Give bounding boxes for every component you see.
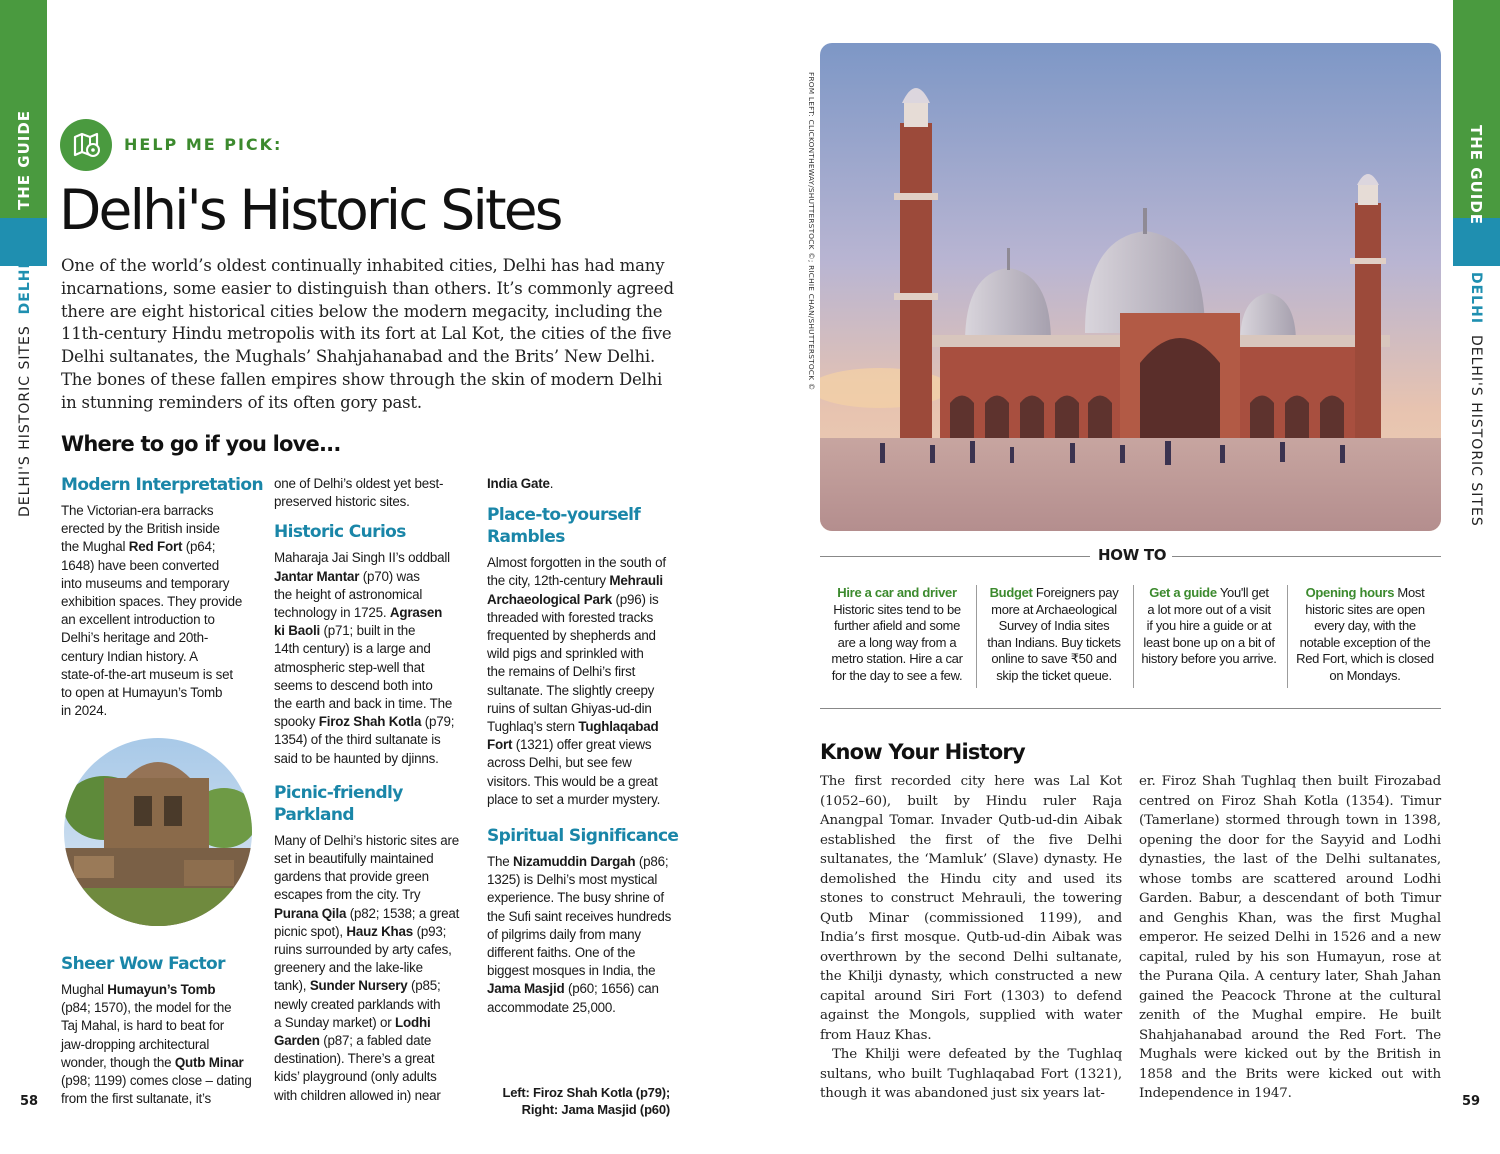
text-line <box>274 1014 479 1032</box>
howto-lead-rest: Foreigners pay <box>1032 585 1119 600</box>
sheer-body <box>61 981 266 1108</box>
text-run: seems to descend both into <box>274 677 433 693</box>
text-run: (p60; 1656) can <box>564 981 659 997</box>
text-line <box>274 1050 479 1068</box>
text-line <box>487 754 692 772</box>
howto-line: are a long way from a <box>837 634 957 650</box>
text-run: erected by the British inside <box>61 521 220 537</box>
howto-line: for the day to see a few. <box>831 667 963 683</box>
howto-tip <box>823 585 971 685</box>
bold-place-name: Purana Qila <box>274 905 347 921</box>
text-run: 14th century) is a large and <box>274 641 431 657</box>
text-line <box>487 627 692 645</box>
bold-place-name: Hauz Khas <box>346 923 414 939</box>
howto-line: Red Fort, which is closed <box>1296 651 1434 667</box>
text-run: the city, 12th-century <box>487 573 610 589</box>
howto-line: historic sites are open <box>1305 601 1425 617</box>
left-side-tab-blue <box>0 218 47 266</box>
text-line <box>61 593 266 611</box>
photo-credit: FROM LEFT: CLICKONTHEWAY/SHUTTERSTOCK ©; RICHIE CHAN/SHUTTERSTOCK © <box>807 72 816 391</box>
text-run: different faiths. One of the <box>487 945 636 961</box>
history-column-2 <box>1139 772 1441 1104</box>
place-heading-line: Rambles <box>487 527 565 548</box>
text-line <box>274 695 479 713</box>
text-run: Almost forgotten in the south of <box>487 555 666 571</box>
text-line <box>61 557 266 575</box>
category-spiritual-significance: Spiritual Significance <box>487 826 679 847</box>
jama-masjid-photo <box>820 43 1441 531</box>
text-run: century Indian history. A <box>61 648 198 664</box>
caption-line: Left: Firoz Shah Kotla (p79); <box>502 1085 670 1100</box>
text-run: wild pigs and sprinkled with <box>487 646 644 662</box>
text-line <box>274 850 479 868</box>
text-line <box>274 868 479 886</box>
picnic-body <box>274 832 479 1105</box>
text-run: one of Delhi’s oldest yet best- <box>274 476 444 491</box>
intro-line: incarnations, some easier to distinguish than others. It’s commonly agreed <box>61 278 674 298</box>
text-run: (p64; <box>182 539 216 555</box>
text-line <box>61 999 266 1017</box>
category-historic-curios: Historic Curios <box>274 522 406 543</box>
howto-line: if you hire a guide or at <box>1146 618 1272 634</box>
howto-rule-right <box>1172 556 1441 557</box>
text-run: into museums and temporary <box>61 575 230 591</box>
text-line <box>274 493 479 511</box>
bold-place-name: Sunder Nursery <box>309 978 408 994</box>
text-run: The Victorian-era barracks <box>61 503 214 518</box>
intro-line: One of the world’s oldest continually inhabited cities, Delhi has had many <box>61 256 665 275</box>
bold-place-name: Garden <box>274 1033 320 1049</box>
text-run: (p87; a fabled date <box>319 1033 432 1049</box>
howto-line: notable exception of the <box>1299 634 1431 650</box>
category-picnic-parkland <box>274 782 479 826</box>
howto-lead-rest: Most <box>1394 585 1425 600</box>
text-line <box>487 591 692 609</box>
right-tab-label: THE GUIDE <box>1467 125 1485 226</box>
text-run: Maharaja Jai Singh II’s oddball <box>274 550 450 566</box>
place-heading-line: Place-to-yourself <box>487 505 641 526</box>
text-run: 1354) of the third sultanate is <box>274 732 441 748</box>
text-run: state-of-the-art museum is set <box>61 666 233 682</box>
text-line <box>487 572 692 590</box>
howto-line: every day, with the <box>1314 618 1416 634</box>
history-paragraph: er. Firoz Shah Tughlaq then built Firozabad centred on Firoz Shah Kotla (1354). Timur (Tamerlane) stormed through town in 1398, opening the door for the Sayyid and Lodhi dynasties, the last of the Delhi sultanates, whose tombs are scattered around Lodhi Garden. Babur, a descendant of both Timur and Genghis Khan, was the first Mughal emperor. He seized Delhi in 1526 and a new capital, ruled by his son Humayun, rose at the Purana Qila. A century later, Shah Jahan gained the Peacock Throne at the cultural zenith of the Mughal empire. He built Shahjahanabad around the Red Fort. The Mughals were kicked out by the British in 1858 and the Brits were kicked out with Independence in 1947. <box>1139 774 1441 1101</box>
text-line <box>274 549 479 567</box>
running-city: DELHI <box>17 262 33 315</box>
text-run: wonder, though the <box>61 1054 175 1070</box>
text-run: a Sunday market) or <box>274 1014 396 1030</box>
howto-line: more at Archaeological <box>991 601 1117 617</box>
bold-place-name: Lodhi <box>395 1014 431 1030</box>
text-run: (p98; 1199) comes close – dating <box>61 1073 252 1089</box>
text-run: The <box>487 854 513 870</box>
place-body <box>487 554 692 809</box>
picnic-continued <box>487 475 692 493</box>
bold-place-name: Mehrauli <box>609 573 663 589</box>
howto-line: least bone up on a bit of <box>1143 634 1275 650</box>
page-number-right: 59 <box>1462 1094 1481 1109</box>
howto-line: history before you arrive. <box>1141 651 1277 667</box>
text-line <box>274 731 479 749</box>
text-line <box>274 586 479 604</box>
text-run: jaw-dropping architectural <box>61 1036 210 1052</box>
kicker-label: HELP ME PICK: <box>124 135 283 154</box>
bold-place-name: Jantar Mantar <box>274 568 360 584</box>
howto-divider <box>1133 585 1134 688</box>
text-line <box>61 684 266 702</box>
column-2 <box>274 475 479 1105</box>
text-line <box>487 980 692 998</box>
howto-line: further afield and some <box>833 618 961 634</box>
bold-place-name: India Gate <box>487 476 550 491</box>
howto-line: skip the ticket queue. <box>996 667 1112 683</box>
history-paragraph: The Khilji were defeated by the Tughlaq sultans, who built Tughlaqabad Fort (1321), though it was abandoned just six years lat- <box>820 1047 1122 1101</box>
left-tab-label: THE GUIDE <box>15 109 33 210</box>
howto-line: metro station. Hire a car <box>831 651 963 667</box>
column-1 <box>61 474 266 720</box>
text-line <box>487 889 692 907</box>
text-run: greenery and the lake-like <box>274 960 423 976</box>
text-run: atmospheric step-well that <box>274 659 425 675</box>
text-run: sultanate. The slightly creepy <box>487 682 655 698</box>
spiritual-body <box>487 853 692 1017</box>
text-line <box>487 554 692 572</box>
howto-tip <box>980 585 1128 685</box>
bold-place-name: Firoz Shah Kotla <box>318 714 422 730</box>
text-line <box>61 611 266 629</box>
howto-lead: Hire a car and driver <box>837 585 957 600</box>
text-line <box>487 962 692 980</box>
text-line <box>274 1087 479 1105</box>
text-line <box>61 648 266 666</box>
firoz-shah-kotla-photo <box>64 738 252 926</box>
howto-lead: Budget <box>989 585 1033 600</box>
text-run: visitors. This would be a great <box>487 773 658 789</box>
map-pin-badge-icon <box>60 119 112 171</box>
text-run: in 2024. <box>61 703 108 719</box>
text-line <box>487 791 692 809</box>
picnic-heading-line: Parkland <box>274 804 354 825</box>
text-line <box>61 520 266 538</box>
text-run: set in beautifully maintained <box>274 851 434 867</box>
howto-line: online to save ₹50 and <box>991 651 1117 667</box>
right-side-tab-blue <box>1453 218 1500 266</box>
bold-place-name: Jama Masjid <box>487 981 565 997</box>
howto-bottom-rule <box>820 708 1441 709</box>
text-run: Many of Delhi’s historic sites are <box>274 832 459 848</box>
page-title: Delhi's Historic Sites <box>59 178 561 242</box>
text-line <box>487 718 692 736</box>
text-line <box>487 609 692 627</box>
text-line <box>274 959 479 977</box>
text-line <box>274 475 479 493</box>
text-line <box>61 1054 266 1072</box>
text-line <box>487 736 692 754</box>
text-line <box>274 996 479 1014</box>
column-3 <box>487 475 692 1017</box>
bold-place-name: Agrasen <box>389 605 443 621</box>
text-run: Delhi’s heritage and 20th- <box>61 630 209 646</box>
text-run: biggest mosques in India, the <box>487 963 656 979</box>
text-line <box>487 944 692 962</box>
text-line <box>61 1036 266 1054</box>
left-running-head <box>17 262 33 517</box>
text-run: the height of astronomical <box>274 586 423 602</box>
text-line <box>61 1072 266 1090</box>
intro-line: 11th-century Hindu metropolis with its fort at Lal Kot, the cities of the five <box>61 324 672 344</box>
intro-line: there are eight historical cities below the modern megacity, including the <box>61 301 663 321</box>
text-line <box>274 905 479 923</box>
text-line <box>487 645 692 663</box>
text-run: from the first sultanate, it’s <box>61 1091 212 1107</box>
howto-line: a lot more out of a visit <box>1147 601 1271 617</box>
howto-title: HOW TO <box>1098 546 1167 564</box>
text-line <box>487 773 692 791</box>
text-line <box>274 977 479 995</box>
text-run: 1325) is Delhi’s most mystical <box>487 872 658 888</box>
text-run: an excellent introduction to <box>61 612 215 628</box>
howto-divider <box>1287 585 1288 688</box>
history-paragraph: The first recorded city here was Lal Kot (1052–60), built by Hindu ruler Raja Anangpal Tomar. Invader Qutb-ud-din Aibak established the first of the five Delhi sultanates, the ‘Mamluk’ (Slave) dynasty. He demolished the Hindu city and used its stones to construct Mehrauli, the towering Qutb Minar (commissioned 1199), and India’s first mosque. Qutb-ud-din Aibak was overthrown by the second Delhi sultanate, the Khilji dynasty, which constructed a new capital around Siri Fort (1303) to defend against the Mongols, supplied with water from Hauz Khas. <box>820 774 1122 1043</box>
text-run: with children allowed in) near <box>274 1087 441 1103</box>
intro-line: Delhi sultanates, the Mughals’ Shahjahanabad and the Brits’ New Delhi. <box>61 347 656 367</box>
text-run: (p84; 1570), the model for the <box>61 1000 232 1016</box>
text-run: across Delhi, but see few <box>487 755 632 771</box>
text-line <box>274 713 479 731</box>
text-run: place to set a murder mystery. <box>487 791 661 807</box>
text-run: the remains of Delhi’s first <box>487 664 636 680</box>
text-run: (1321) offer great views <box>512 737 652 753</box>
text-line <box>487 999 692 1017</box>
text-line <box>487 908 692 926</box>
howto-lead: Opening hours <box>1305 585 1395 600</box>
text-run: threaded with forested tracks <box>487 609 654 625</box>
text-run: (p82; 1538; a great <box>346 905 460 921</box>
picnic-heading-line: Picnic-friendly <box>274 782 403 803</box>
text-run: escapes from the city. Try <box>274 887 421 903</box>
text-line <box>274 750 479 768</box>
text-run: (p86; <box>635 854 669 870</box>
text-line <box>274 604 479 622</box>
text-run: Mughal <box>61 982 108 997</box>
text-run: accommodate 25,000. <box>487 999 616 1015</box>
running-city: DELHI <box>1468 272 1484 325</box>
category-place-to-yourself <box>487 504 692 548</box>
intro-line: in stunning reminders of its often gory past. <box>61 392 422 412</box>
text-run: technology in 1725. <box>274 605 390 621</box>
bold-place-name: Archaeological Park <box>487 591 612 607</box>
running-title: DELHI'S HISTORIC SITES <box>1468 334 1484 527</box>
text-run: spooky <box>274 714 319 730</box>
text-line <box>61 666 266 684</box>
text-line <box>274 832 479 850</box>
text-run: (p71; built in the <box>320 623 416 639</box>
text-line <box>274 941 479 959</box>
text-line <box>487 682 692 700</box>
bold-place-name: Qutb Minar <box>174 1054 244 1070</box>
text-line <box>487 663 692 681</box>
howto-tip <box>1290 585 1440 685</box>
page-number-left: 58 <box>20 1094 39 1109</box>
text-line <box>487 853 692 871</box>
category-modern-interpretation: Modern Interpretation <box>61 475 263 495</box>
history-heading: Know Your History <box>820 740 1025 764</box>
bold-place-name: Nizamuddin Dargah <box>513 854 636 870</box>
text-line <box>274 1032 479 1050</box>
history-column-1 <box>820 772 1122 1104</box>
text-line <box>61 502 266 520</box>
text-line <box>274 1068 479 1086</box>
text-run: (p79; <box>421 714 455 730</box>
column-1-lower <box>61 953 266 1108</box>
category-sheer-wow-factor: Sheer Wow Factor <box>61 954 225 974</box>
text-run: destination). There’s a great <box>274 1051 435 1067</box>
text-line <box>274 659 479 677</box>
text-line <box>274 677 479 695</box>
text-run: exhibition spaces. They provide <box>61 594 243 610</box>
text-line <box>274 640 479 658</box>
text-run: (p96) is <box>611 591 659 607</box>
text-line <box>61 981 266 999</box>
bold-place-name: Tughlaqabad <box>578 719 659 735</box>
text-line <box>274 923 479 941</box>
text-run: to open at Humayun’s Tomb <box>61 685 223 701</box>
text-line <box>487 926 692 944</box>
text-run: the earth and back in time. The <box>274 696 453 712</box>
text-run: said to be haunted by djinns. <box>274 750 439 766</box>
text-line <box>487 475 692 493</box>
running-title: DELHI'S HISTORIC SITES <box>17 325 33 517</box>
text-line <box>61 1090 266 1108</box>
text-run: experience. The busy shrine of <box>487 890 664 906</box>
howto-lead-rest: You'll get <box>1216 585 1269 600</box>
bold-place-name: Red Fort <box>128 539 183 555</box>
howto-rule-left <box>820 556 1090 557</box>
howto-line: than Indians. Buy tickets <box>987 634 1121 650</box>
text-run: (p93; <box>413 923 447 939</box>
howto-divider <box>976 585 977 688</box>
text-run: 1648) have been converted <box>61 557 220 573</box>
text-line <box>274 622 479 640</box>
text-run: Tughlaq’s stern <box>487 719 579 735</box>
text-run: of pilgrims daily from many <box>487 926 641 942</box>
text-line <box>487 871 692 889</box>
text-run: kids’ playground (only adults <box>274 1069 437 1085</box>
text-run: preserved historic sites. <box>274 494 410 510</box>
text-run: ruins surrounded by arty cafes, <box>274 942 452 958</box>
text-line <box>61 702 266 720</box>
text-run: gardens that provide green <box>274 869 429 885</box>
section-heading: Where to go if you love... <box>61 432 341 456</box>
bold-place-name: Fort <box>487 737 513 753</box>
text-run: (p85; <box>407 978 441 994</box>
howto-line: Survey of India sites <box>998 618 1110 634</box>
howto-line: Historic sites tend to be <box>833 601 961 617</box>
intro-line: The bones of these fallen empires show through the skin of modern Delhi <box>61 369 663 389</box>
text-run: ruins of sultan Ghiyas-ud-din <box>487 700 652 716</box>
bold-place-name: Humayun’s Tomb <box>107 982 216 997</box>
text-line <box>61 575 266 593</box>
caption-line: Right: Jama Masjid (p60) <box>521 1101 670 1117</box>
text-line <box>61 538 266 556</box>
text-run: newly created parklands with <box>274 996 441 1012</box>
right-running-head <box>1468 272 1484 527</box>
text-run: (p70) was <box>359 568 420 584</box>
text-line <box>61 1017 266 1035</box>
modern-body <box>61 502 266 720</box>
text-line <box>274 568 479 586</box>
howto-lead: Get a guide <box>1149 585 1217 600</box>
text-run: the Sufi saint receives hundreds <box>487 908 672 924</box>
curios-body <box>274 549 479 767</box>
text-run: Taj Mahal, is hard to beat for <box>61 1018 224 1034</box>
sheer-continued <box>274 475 479 511</box>
howto-line: on Mondays. <box>1329 667 1401 683</box>
text-run: picnic spot), <box>274 923 347 939</box>
text-line <box>61 629 266 647</box>
text-run: . <box>549 476 554 491</box>
photo-caption <box>480 1085 670 1118</box>
text-line <box>487 700 692 718</box>
text-run: frequented by shepherds and <box>487 628 656 644</box>
howto-tip <box>1136 585 1282 668</box>
text-line <box>274 886 479 904</box>
text-run: tank), <box>274 978 310 994</box>
intro-paragraph <box>61 255 701 415</box>
bold-place-name: ki Baoli <box>274 623 321 639</box>
text-run: the Mughal <box>61 539 129 555</box>
